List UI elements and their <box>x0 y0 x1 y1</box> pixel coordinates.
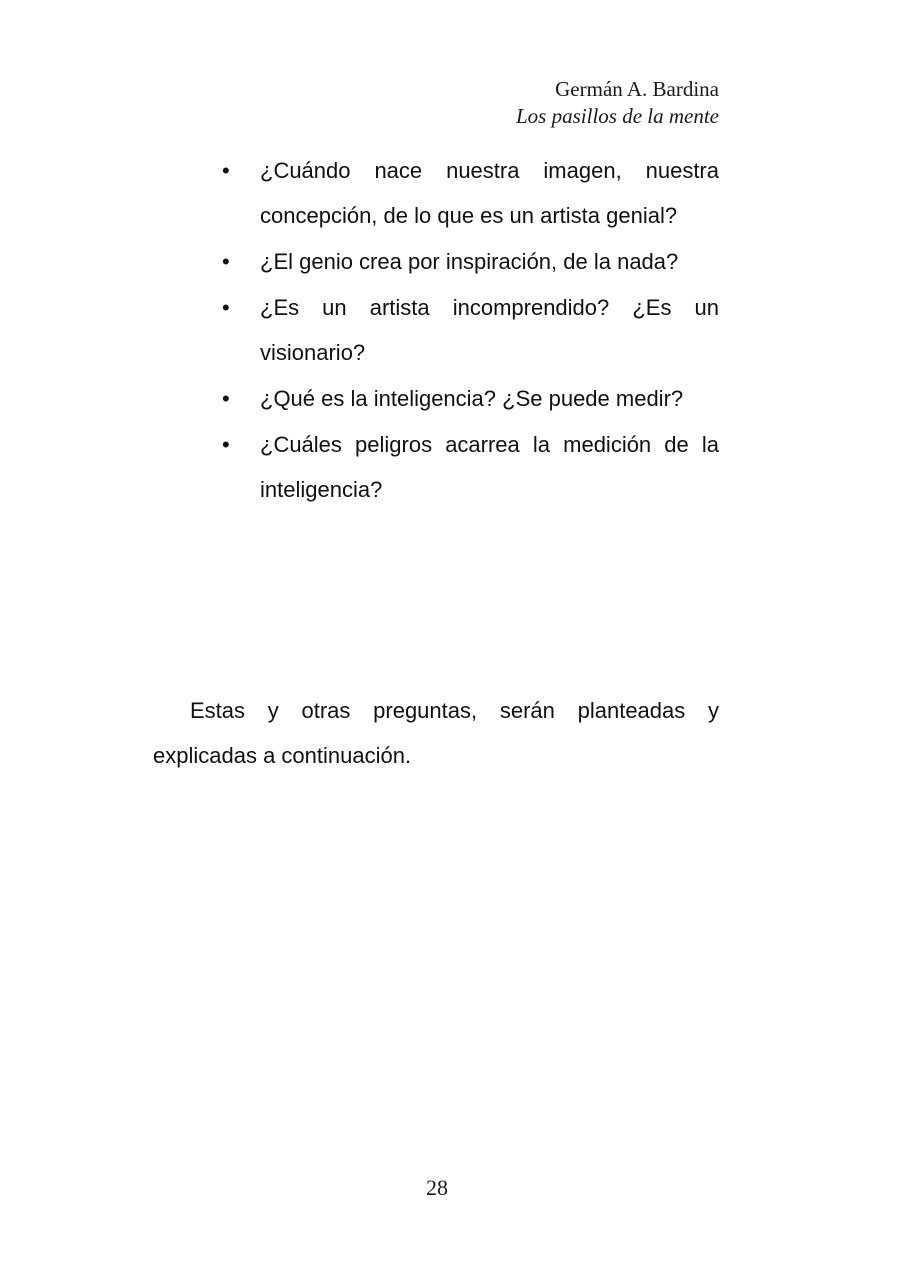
header-author: Germán A. Bardina <box>555 77 719 101</box>
bullet-icon: • <box>222 386 230 411</box>
bullet-icon: • <box>222 295 230 320</box>
list-item <box>222 376 719 421</box>
list-item-text: ¿El genio crea por inspiración, de la nada? <box>260 249 679 274</box>
page-number: 28 <box>426 1175 448 1200</box>
list-item-text: ¿Cuándo nace nuestra imagen, nuestra concepción, de lo que es un artista genial? <box>260 158 719 228</box>
list-item <box>222 239 719 284</box>
header-book-title: Los pasillos de la mente <box>516 104 719 128</box>
bullet-icon: • <box>222 432 230 457</box>
bullet-icon: • <box>222 158 230 183</box>
list-item-text: ¿Es un artista incomprendido? ¿Es un visionario? <box>260 295 719 365</box>
bullet-icon: • <box>222 249 230 274</box>
list-item-text: ¿Cuáles peligros acarrea la medición de la inteligencia? <box>260 432 719 502</box>
body-paragraph: Estas y otras preguntas, serán planteadas y explicadas a continuación. <box>153 698 719 768</box>
list-item <box>222 422 719 512</box>
list-item <box>222 285 719 375</box>
list-item <box>222 148 719 238</box>
running-header <box>516 76 719 130</box>
question-list <box>0 148 904 513</box>
list-item-text: ¿Qué es la inteligencia? ¿Se puede medir? <box>260 386 684 411</box>
